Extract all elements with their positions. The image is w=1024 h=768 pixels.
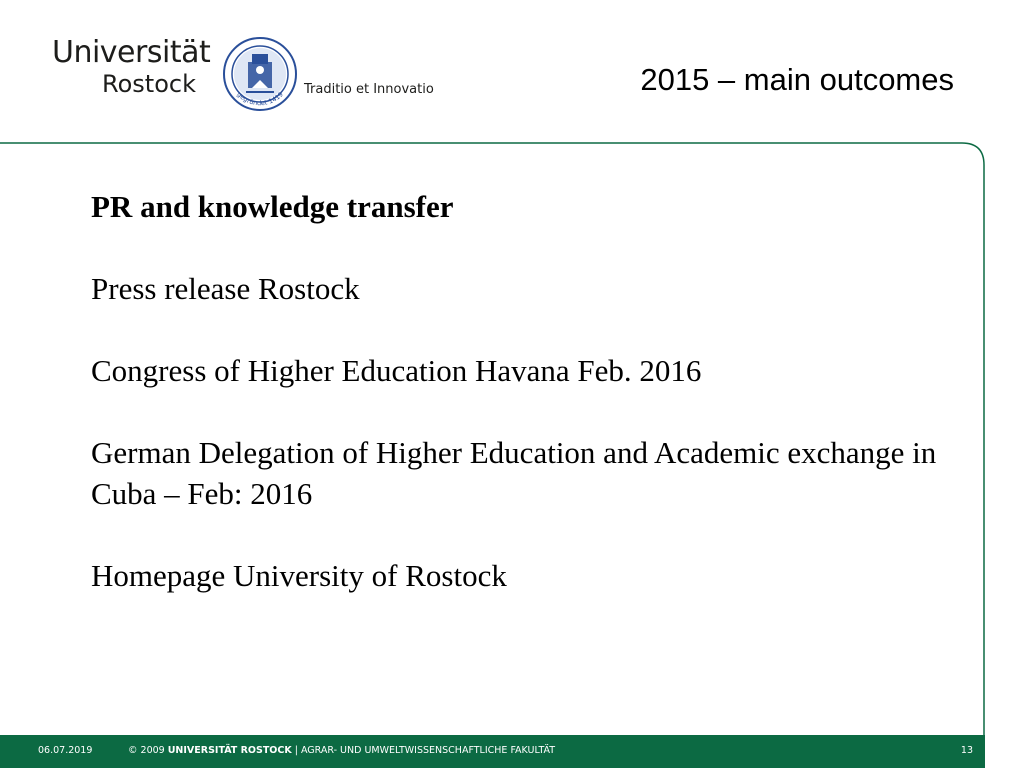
section-heading: PR and knowledge transfer <box>91 189 454 224</box>
seal-inscription: gegründet 1419 <box>235 90 285 108</box>
footer-page-number: 13 <box>960 745 973 756</box>
footer-faculty: | AGRAR- UND UMWELTWISSENSCHAFTLICHE FAKULTÄT <box>291 745 556 756</box>
footer-institution: UNIVERSITÄT ROSTOCK <box>167 745 292 756</box>
slide-content <box>91 186 951 637</box>
university-seal-icon <box>222 36 298 112</box>
footer-copyright-prefix: © 2009 <box>128 745 168 756</box>
list-item: Press release Rostock <box>91 271 360 306</box>
slide-title: 2015 – main outcomes <box>640 62 954 97</box>
footer-copyright <box>128 745 555 756</box>
list-item: German Delegation of Higher Education and Academic exchange in Cuba – Feb: 2016 <box>91 435 937 511</box>
footer-date: 06.07.2019 <box>38 745 93 756</box>
list-item: Congress of Higher Education Havana Feb. 2016 <box>91 353 702 388</box>
list-item: Homepage University of Rostock <box>91 558 507 593</box>
logo-wordmark-line2: Rostock <box>102 70 196 98</box>
logo-motto: Traditio et Innovatio <box>304 82 434 97</box>
footer-bar <box>0 735 985 768</box>
logo-wordmark-line1: Universität <box>52 35 211 70</box>
